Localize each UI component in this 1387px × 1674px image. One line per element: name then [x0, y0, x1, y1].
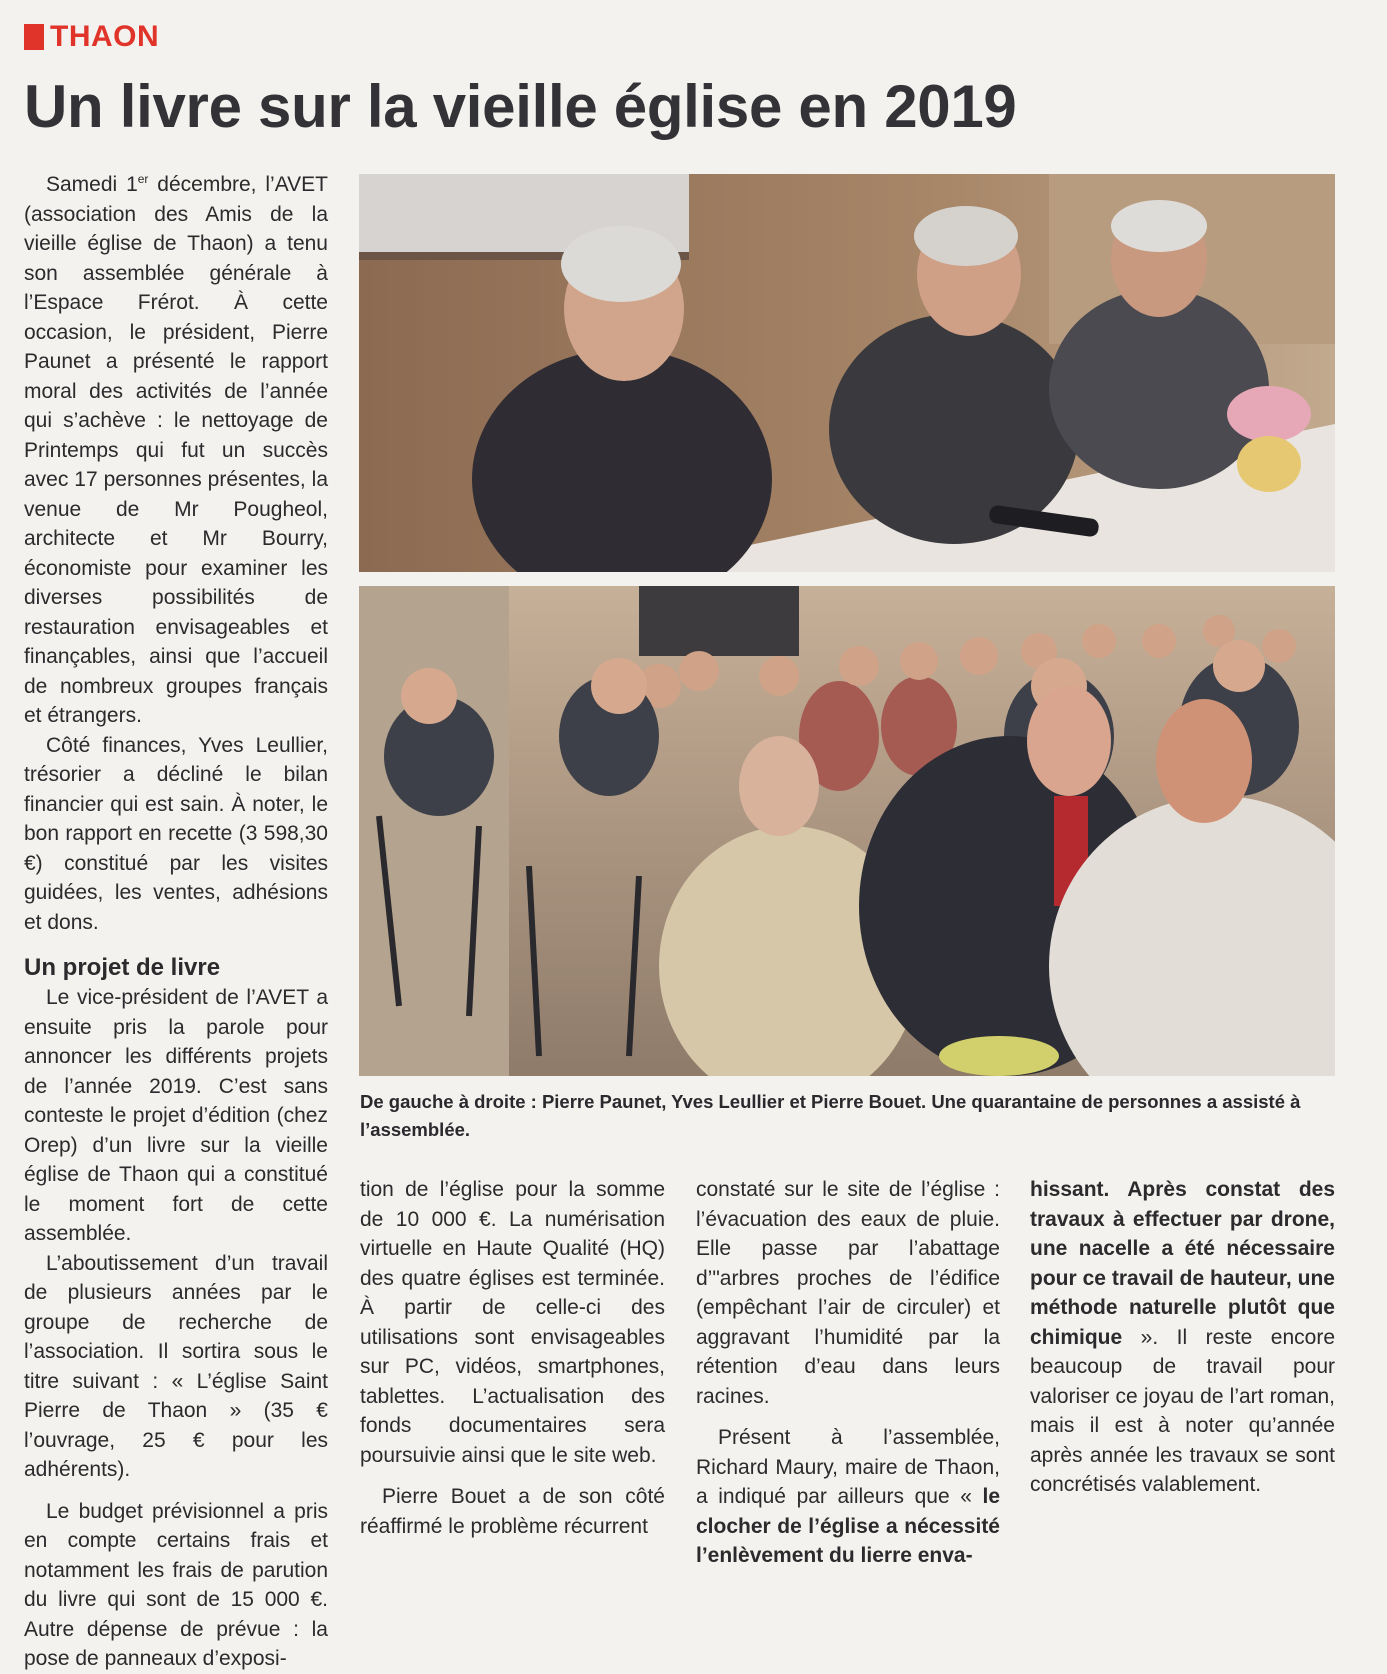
paragraph-finances: Côté finances, Yves Leullier, trésorier a décliné le bilan financier qui est sain. À noter, le bon rapport en recette (3 598,30 €) constitué par les visites guidées, les ventes, adhésions et dons.: [24, 733, 328, 934]
paragraph-aboutissement: L’aboutissement d’un travail de plusieurs années par le groupe de recherche de l’association. Il sortira sous le titre suivant : « L’église Saint Pierre de Thaon » (35 € l’ouvrage, 25 € pour les adhérents).: [24, 1251, 328, 1481]
kicker-square: [24, 24, 44, 50]
subheading-projet-livre: Un projet de livre: [24, 954, 221, 981]
photo-caption: De gauche à droite : Pierre Paunet, Yves Leullier et Pierre Bouet. Une quarantaine de personnes a assisté à l’assemblée.: [360, 1091, 1301, 1140]
paragraph-intro: Samedi 1er décembre, l’AVET (association des Amis de la vieille église de Thaon) a tenu son assemblée générale à l’Espace Frérot. À cette occasion, le président, Pierre Paunet a présenté le rapport moral des activités de l’année qui s’achève : le nettoyage de Printemps qui fut un succès avec 17 personnes présentes, la venue de Mr Pougheol, architecte et Mr Bourry, économiste pour examiner les diverses possibilités de restauration envisageables et finançables, ainsi que l’accueil de nombreux groupes français et étrangers.: [24, 172, 328, 727]
paragraph-eaux-pluie: constaté sur le site de l’église : l’évacuation des eaux de pluie. Elle passe par l’abattage d’"arbres proches de l’édifice (empêchant l’air de circuler) et aggravant l’humidité par la rétention d’eau dans leurs racines.: [696, 1178, 1000, 1408]
paragraph-numerisation: tion de l’église pour la somme de 10 000 €. La numérisation virtuelle en Haute Qualité (HQ) des quatre églises est terminée. À partir de celle-ci des utilisations sont envisageables sur PC, vidéos, smartphones, tablettes. L’actualisation des fonds documentaires sera poursuivie ainsi que le site web.: [360, 1178, 665, 1467]
photo-audience: [359, 586, 1335, 1076]
section-label: THAON: [50, 20, 160, 53]
paragraph-maire: Présent à l’assemblée, Richard Maury, maire de Thaon, a indiqué par ailleurs que « le clocher de l’église a nécessité l’enlèvement du lierre enva-: [696, 1426, 1000, 1567]
article-column-2: [360, 1175, 665, 1541]
paragraph-clocher: hissant. Après constat des travaux à effectuer par drone, une nacelle a été nécessaire pour ce travail de hauteur, une méthode naturelle plutôt que chimique ». Il reste encore beaucoup de travail pour valoriser ce joyau de l’art roman, mais il est à noter qu’année après année les travaux se sont concrétisés valablement.: [1030, 1178, 1335, 1496]
article-headline: Un livre sur la vieille église en 2019: [24, 73, 1017, 140]
article-column-1: [24, 170, 328, 1674]
section-kicker: [24, 20, 159, 54]
paragraph-bouet: Pierre Bouet a de son côté réaffirmé le problème récurrent: [360, 1485, 665, 1538]
article-column-3: [696, 1175, 1000, 1571]
photo-board-table: [359, 174, 1335, 572]
paragraph-projets: Le vice-président de l’AVET a ensuite pris la parole pour annoncer les différents projets de l’année 2019. C’est sans conteste le projet d’édition (chez Orep) d’un livre sur la vieille église de Thaon qui a constitué le moment fort de cette assemblée.: [24, 986, 328, 1245]
paragraph-budget: Le budget prévisionnel a pris en compte certains frais et notamment les frais de parution du livre qui sont de 15 000 €. Autre dépense de prévue : la pose de panneaux d’exposi-: [24, 1499, 328, 1670]
article-column-4: [1030, 1175, 1335, 1500]
